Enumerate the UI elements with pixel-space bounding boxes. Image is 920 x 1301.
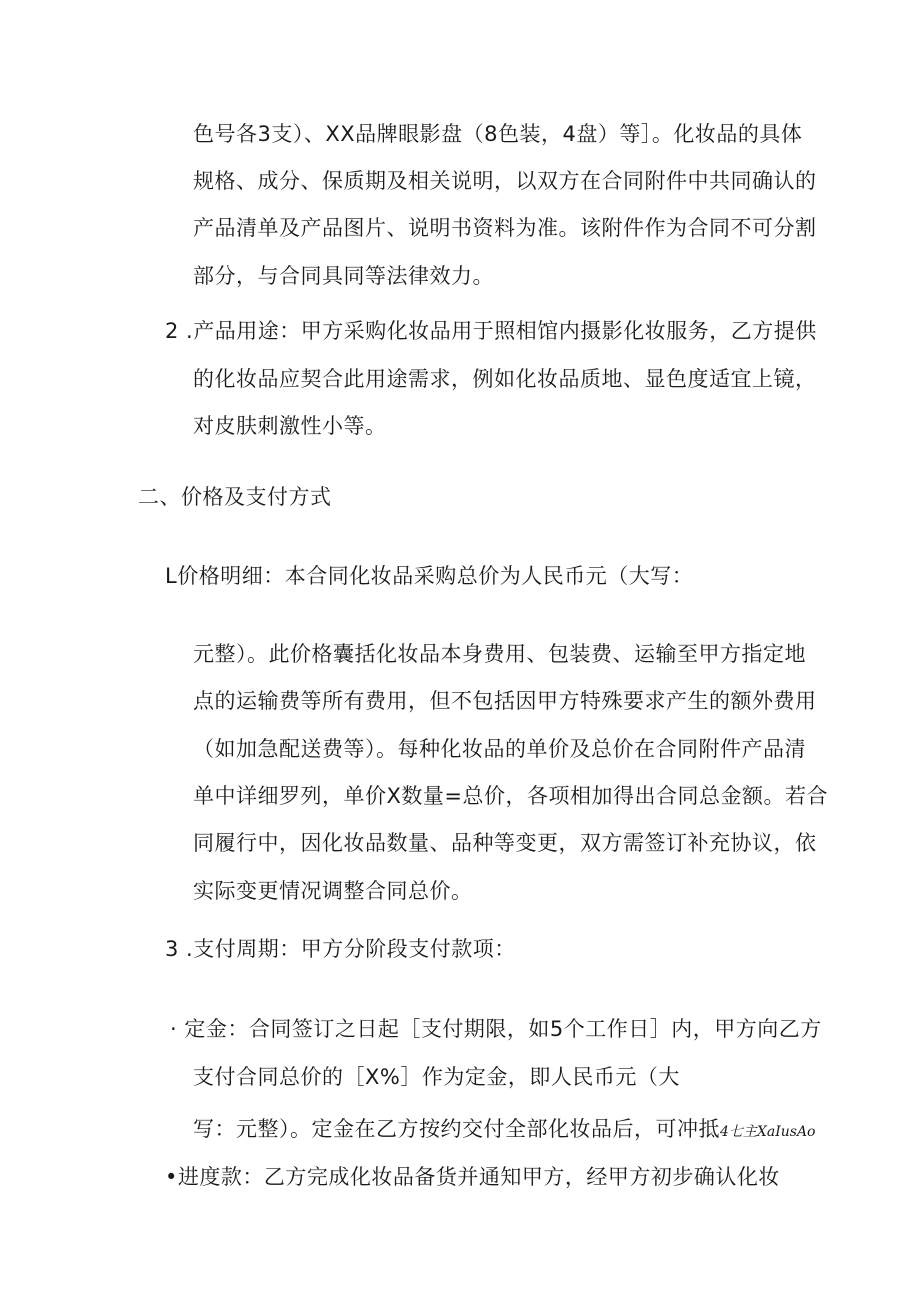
paragraph-line: 同履行中，因化妆品数量、品种等变更，双方需签订补充协议，依 (193, 831, 817, 855)
paragraph-line (193, 1115, 816, 1146)
paragraph-line: （如加急配送费等）。每种化妆品的单价及总价在合同附件产品清 (193, 737, 806, 761)
paragraph-line: 产品清单及产品图片、说明书资料为准。该附件作为合同不可分割 (193, 216, 817, 240)
garbled-text: 4七主XaIusAo (720, 1124, 816, 1140)
list-item-1: L价格明细：本合同化妆品采购总价为人民币元（大写： (165, 564, 694, 588)
paragraph-line: 规格、成分、保质期及相关说明，以双方在合同附件中共同确认的 (193, 169, 817, 193)
paragraph-line: 点的运输费等所有费用，但不包括因甲方特殊要求产生的额外费用 (193, 689, 817, 713)
paragraph-line: 单中详细罗列，单价X数量=总价，各项相加得出合同总金额。若合 (193, 784, 828, 808)
paragraph-line: 元整）。此价格囊括化妆品本身费用、包装费、运输至甲方指定地 (193, 642, 806, 666)
section-heading: 二、价格及支付方式 (138, 485, 332, 509)
paragraph-line: 色号各3支）、XX品牌眼影盘（8色装，4盘）等］。化妆品的具体 (193, 122, 803, 146)
paragraph-line: 实际变更情况调整合同总价。 (193, 879, 473, 903)
paragraph-line: 部分，与合同具同等法律效力。 (193, 264, 494, 288)
paragraph-line: 支付合同总价的［X%］作为定金，即人民币元（大 (193, 1065, 680, 1089)
bullet-progress: •进度款：乙方完成化妆品备货并通知甲方，经甲方初步确认化妆 (165, 1165, 780, 1189)
paragraph-line: 的化妆品应契合此用途需求，例如化妆品质地、显色度适宜上镜， (193, 367, 817, 391)
list-item-2: 2 .产品用途：甲方采购化妆品用于照相馆内摄影化妆服务，乙方提供 (165, 319, 817, 343)
paragraph-line: 对皮肤刺激性小等。 (193, 414, 387, 438)
list-item-3: 3 .支付周期：甲方分阶段支付款项： (165, 937, 516, 961)
bullet-deposit: · 定金：合同签订之日起［支付期限，如5个工作日］内，甲方向乙方 (170, 1017, 822, 1041)
deposit-text: 写：元整）。定金在乙方按约交付全部化妆品后，可冲抵 (193, 1117, 720, 1141)
